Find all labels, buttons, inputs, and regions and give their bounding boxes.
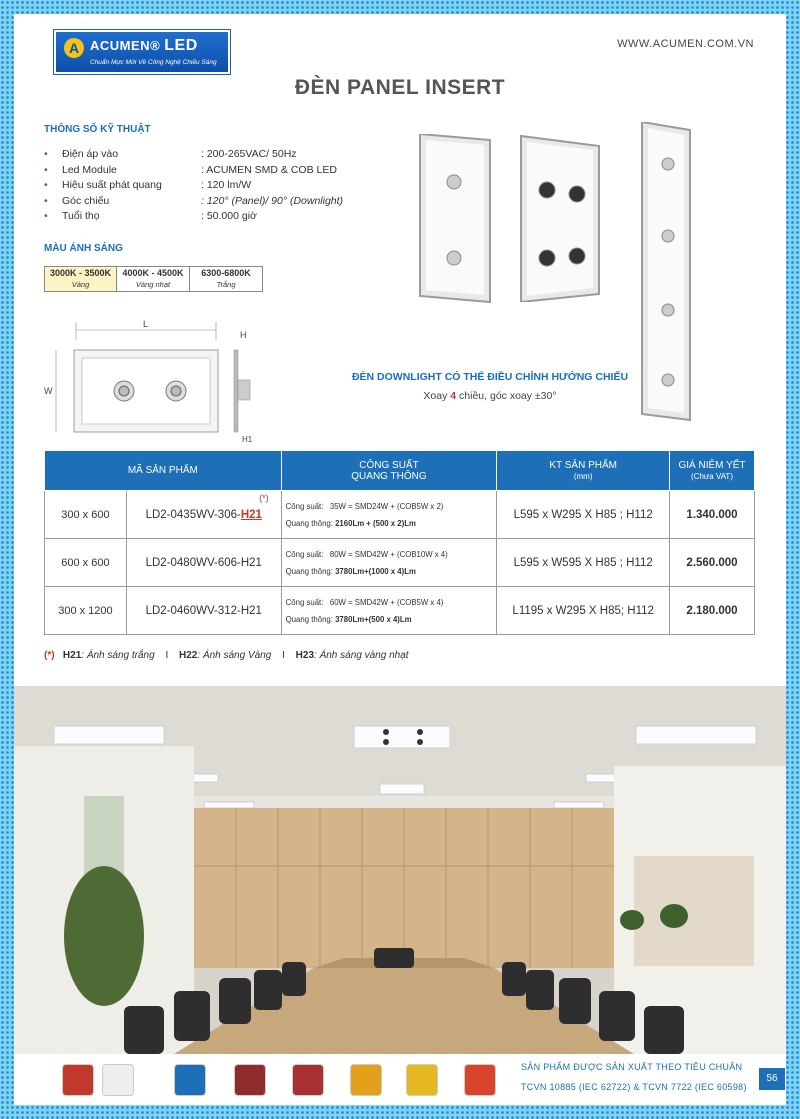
top-brand-icon: [406, 1064, 438, 1096]
spec-label: Điện áp vào: [62, 148, 119, 160]
quatest3-icon: [174, 1064, 206, 1096]
cell-dims: L595 x W295 X H85 ; H112: [497, 491, 670, 539]
table-row: [45, 539, 755, 587]
logo-led: LED: [164, 37, 198, 54]
cct-option-warm[interactable]: 3000K - 3500K Vàng: [44, 266, 117, 292]
cell-size: 300 x 1200: [45, 587, 127, 635]
spec-value: : 200-265VAC/ 50Hz: [201, 148, 297, 160]
dimension-diagram: [36, 314, 266, 444]
col-header-dims: KT SẢN PHẨM (mm): [497, 451, 670, 491]
table-header-row: [45, 451, 755, 491]
panel-image-600x600: [519, 132, 601, 302]
footer: [14, 1054, 786, 1105]
acumen-logo[interactable]: A ACUMEN® LED Chuẩn Mực Mới Về Công Nghệ Chiếu Sáng: [54, 30, 230, 74]
vietnam-quality-icon: [464, 1064, 496, 1096]
cct-option-neutral[interactable]: 4000K - 4500K Vàng nhạt: [117, 266, 190, 292]
iso-cert-icon: [62, 1064, 94, 1096]
cell-power: Công suất: 80W = SMD42W + (COB10W x 4) Quang thông: 3780Lm+(1000 x 4)Lm: [281, 539, 497, 587]
dim-label-l: L: [143, 319, 149, 329]
panel-image-300x600: [416, 134, 494, 304]
cell-dims: L595 x W595 X H85 ; H112: [497, 539, 670, 587]
cell-code: LD2-0480WV-606-H21: [126, 539, 281, 587]
award-star-icon: [292, 1064, 324, 1096]
gold-medal-icon: [350, 1064, 382, 1096]
cell-power: Công suất: 60W = SMD42W + (COB5W x 4) Quang thông: 3780Lm+(500 x 4)Lm: [281, 587, 497, 635]
conference-room-photo: [14, 686, 786, 1054]
specs-heading: THÔNG SỐ KỸ THUẬT: [44, 124, 151, 135]
website-link[interactable]: WWW.ACUMEN.COM.VN: [617, 38, 754, 50]
cell-size: 300 x 600: [45, 491, 127, 539]
standard-line-1: SẢN PHẨM ĐƯỢC SẢN XUẤT THEO TIÊU CHUẨN: [521, 1062, 743, 1072]
cell-code: (*) LD2-0435WV-306-H21: [126, 491, 281, 539]
color-heading: MÀU ÁNH SÁNG: [44, 243, 123, 254]
dim-label-w: W: [44, 386, 53, 396]
spec-label: Led Module: [62, 163, 117, 176]
dim-label-h1: H1: [242, 435, 253, 444]
spec-label: Tuổi thọ: [62, 210, 100, 223]
downlight-caption: ĐÈN DOWNLIGHT CÓ THỂ ĐIỀU CHỈNH HƯỚNG CHIẾU: [351, 371, 629, 383]
color-temp-options: [44, 266, 263, 292]
product-table: [44, 450, 755, 635]
spec-value: : 120° (Panel)/ 90° (Downlight): [201, 194, 344, 207]
col-header-price: GIÁ NIÊM YẾT (Chưa VAT): [670, 451, 755, 491]
spec-label: Góc chiếu: [62, 194, 110, 207]
cell-price: 2.180.000: [670, 587, 755, 635]
page-number: 56: [759, 1068, 785, 1090]
color-code-note: (*) H21: Ánh sáng trắng I H22: Ánh sáng Vàng I H23: Ánh sáng vàng nhạt: [44, 650, 409, 661]
standard-line-2: TCVN 10885 (IEC 62722) & TCVN 7722 (IEC 60598): [521, 1082, 747, 1092]
bureau-veritas-icon: [102, 1064, 134, 1096]
spec-value: : ACUMEN SMD & COB LED: [201, 163, 337, 176]
panel-image-300x1200: [640, 122, 692, 422]
cell-code: LD2-0460WV-312-H21: [126, 587, 281, 635]
trusted-supplier-icon: [234, 1064, 266, 1096]
col-header-code: MÃ SẢN PHẨM: [45, 451, 282, 491]
logo-brand: ACUMEN: [90, 38, 151, 53]
spec-value: : 50.000 giờ: [201, 210, 257, 223]
table-row: [45, 491, 755, 539]
cell-power: Công suất: 35W = SMD24W + (COB5W x 2) Quang thông: 2160Lm + (500 x 2)Lm: [281, 491, 497, 539]
downlight-subcaption: Xoay 4 chiều, góc xoay ±30°: [423, 390, 557, 402]
cell-size: 600 x 600: [45, 539, 127, 587]
cct-option-cool[interactable]: 6300-6800K Trắng: [190, 266, 263, 292]
cell-dims: L1195 x W295 X H85; H112: [497, 587, 670, 635]
col-header-power: CÔNG SUẤT QUANG THÔNG: [281, 451, 497, 491]
table-row: [45, 587, 755, 635]
logo-tagline: Chuẩn Mực Mới Về Công Nghệ Chiếu Sáng: [90, 59, 217, 66]
cell-price: 1.340.000: [670, 491, 755, 539]
spec-label: Hiệu suất phát quang: [62, 179, 162, 192]
spec-value: : 120 lm/W: [201, 179, 252, 192]
cell-price: 2.560.000: [670, 539, 755, 587]
dim-label-h: H: [240, 330, 247, 340]
page-title: ĐÈN PANEL INSERT: [294, 76, 506, 99]
logo-a-icon: A: [64, 38, 84, 58]
catalog-page: A ACUMEN® LED Chuẩn Mực Mới Về Công Nghệ Chiếu Sáng WWW.ACUMEN.COM.VN ĐÈN PANEL INSERT THÔNG SỐ KỸ THUẬT • Điện áp vào : 200-265VAC/ 50Hz • Led Module : ACUMEN SMD & COB LED • Hiệu suất phát quang : 120 lm/W • Góc chiếu : 120° (Panel)/ 90° (Downlight) • Tuổi thọ : 50.000 giờ MÀU ÁNH SÁNG 3000K - 3500K Vàng 4000K - 4500K Vàng nhạt 6300-6800K Trắng L W H H1 ĐÈN DOWNLIGHT CÓ THỂ ĐIỀU CHỈNH HƯỚNG CHIẾU Xoay 4 chiều, góc xoay ±30° MÃ SẢN PHẨM CÔNG SUẤT QUANG THÔNG KT SẢN PHẨM (mm) GIÁ NIÊM YẾT (Chưa VAT) 300 x 600 (*) LD2-0435WV-306-H21 Công suất: 35W = SMD24W + (COB5W x 2) Quang thông: 2160Lm + (500 x 2)Lm L595 x W295 X H85 ; H112 1.340.000 600 x 600 LD2-0480WV-606-H21 Công suất: 80W = SMD42W + (COB10W x 4) Quang thông: 3780Lm+(1000 x 4)Lm L595 x W595 X H85 ; H112 2.560.000 300 x 1200 LD2-0460WV-312-H21 Công suất: 60W = SMD42W + (COB5W x 4) Quang thông: 3780Lm+(500 x 4)Lm L1195 x W295 X H85; H112 2.180.000 (*) H21: Ánh sáng trắng I H22: Ánh sáng Vàng I H23: Ánh sáng vàng nhạt SẢN PHẨM ĐƯỢC SẢN XUẤT THEO TIÊU CHUẨN TCVN 10885 (IEC 62722) & TCVN 7722 (IEC 60598) 56: [14, 14, 786, 1105]
